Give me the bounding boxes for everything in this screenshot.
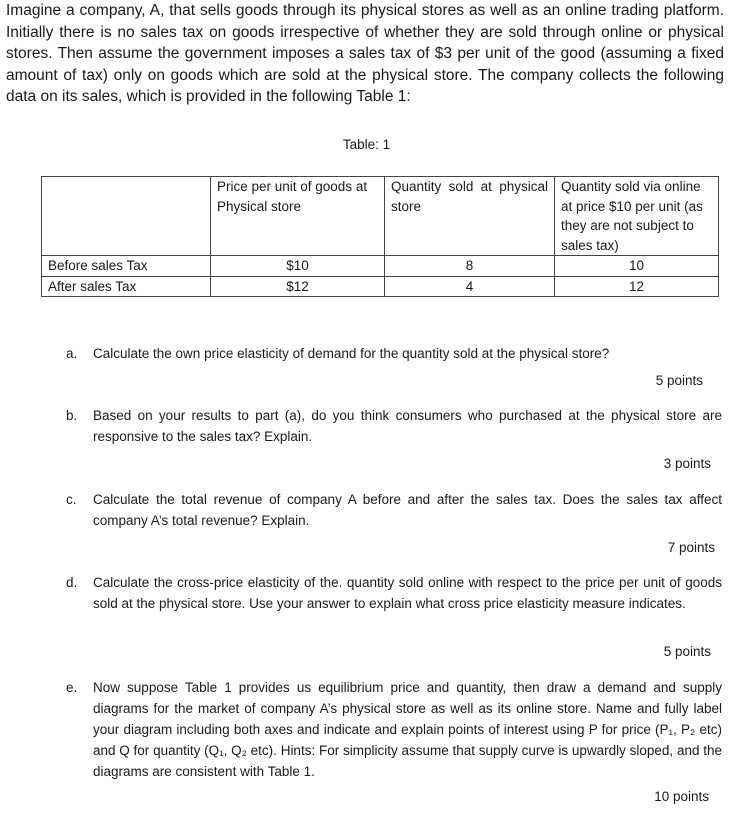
question-text: Now suppose Table 1 provides us equilibrium price and quantity, then draw a demand and supply diagrams for the market of company A’s physical store as well as its online store. Name and fully label your diagram including both axes and indicate and explain points of interest using P for price (P₁, P₂ etc) and Q for quantity (Q₁, Q₂ etc). Hints: For simplicity assume that supply curve is upwardly sloped, and the diagrams are consistent with Table 1. xyxy=(93,680,722,779)
points-e: 10 points xyxy=(654,789,709,804)
table-header-cell: Quantity sold at physical store xyxy=(385,177,555,256)
table-header-cell: Quantity sold via online at price $10 per unit (as they are not subject to sales tax) xyxy=(555,177,719,256)
question-label: d. xyxy=(66,575,78,590)
question-label: a. xyxy=(66,346,78,361)
intro-paragraph: Imagine a company, A, that sells goods through its physical stores as well as an online trading platform. Initially there is no sales tax on goods irrespective of whether they are sold through online or physical stores. Then assume the government imposes a sales tax of $3 per unit of the good (assuming a fixed amount of tax) only on goods which are sold at the physical store. The company collects the following data on its sales, which is provided in the following Table 1: xyxy=(6,2,724,105)
question-text: Calculate the total revenue of company A before and after the sales tax. Does the sales tax affect company A’s total revenue? Explain. xyxy=(93,492,722,528)
points-c: 7 points xyxy=(667,540,715,555)
table-row xyxy=(42,276,719,297)
question-a xyxy=(66,343,722,364)
question-text: Calculate the cross-price elasticity of the. quantity sold online with respect to the price per unit of goods sold at the physical store. Use your answer to explain what cross price elasticity measure indicates. xyxy=(93,575,722,611)
sales-data-table xyxy=(41,176,719,297)
question-text: Calculate the own price elasticity of demand for the quantity sold at the physical store? xyxy=(93,346,610,361)
question-b xyxy=(66,405,722,447)
table-cell: Before sales Tax xyxy=(42,256,211,277)
question-label: e. xyxy=(66,680,78,695)
table-cell: 10 xyxy=(555,256,719,277)
table-header-cell: Price per unit of goods at Physical store xyxy=(210,177,384,256)
table-cell: After sales Tax xyxy=(42,276,211,297)
question-c xyxy=(66,489,722,531)
table-header-row xyxy=(42,177,719,256)
points-b: 3 points xyxy=(663,456,711,471)
question-d xyxy=(66,572,722,614)
table-caption: Table: 1 xyxy=(342,137,391,152)
table-cell: 4 xyxy=(385,276,555,297)
table-row xyxy=(42,256,719,277)
points-a: 5 points xyxy=(655,373,703,388)
table-cell: $12 xyxy=(210,276,384,297)
points-d: 5 points xyxy=(663,644,711,659)
question-label: b. xyxy=(66,408,78,423)
question-label: c. xyxy=(66,492,77,507)
table-header-cell xyxy=(42,177,211,256)
question-e xyxy=(66,677,722,782)
table-cell: 12 xyxy=(555,276,719,297)
table-cell: $10 xyxy=(210,256,384,277)
question-text: Based on your results to part (a), do you think consumers who purchased at the physical store are responsive to the sales tax? Explain. xyxy=(93,408,722,444)
table-cell: 8 xyxy=(385,256,555,277)
